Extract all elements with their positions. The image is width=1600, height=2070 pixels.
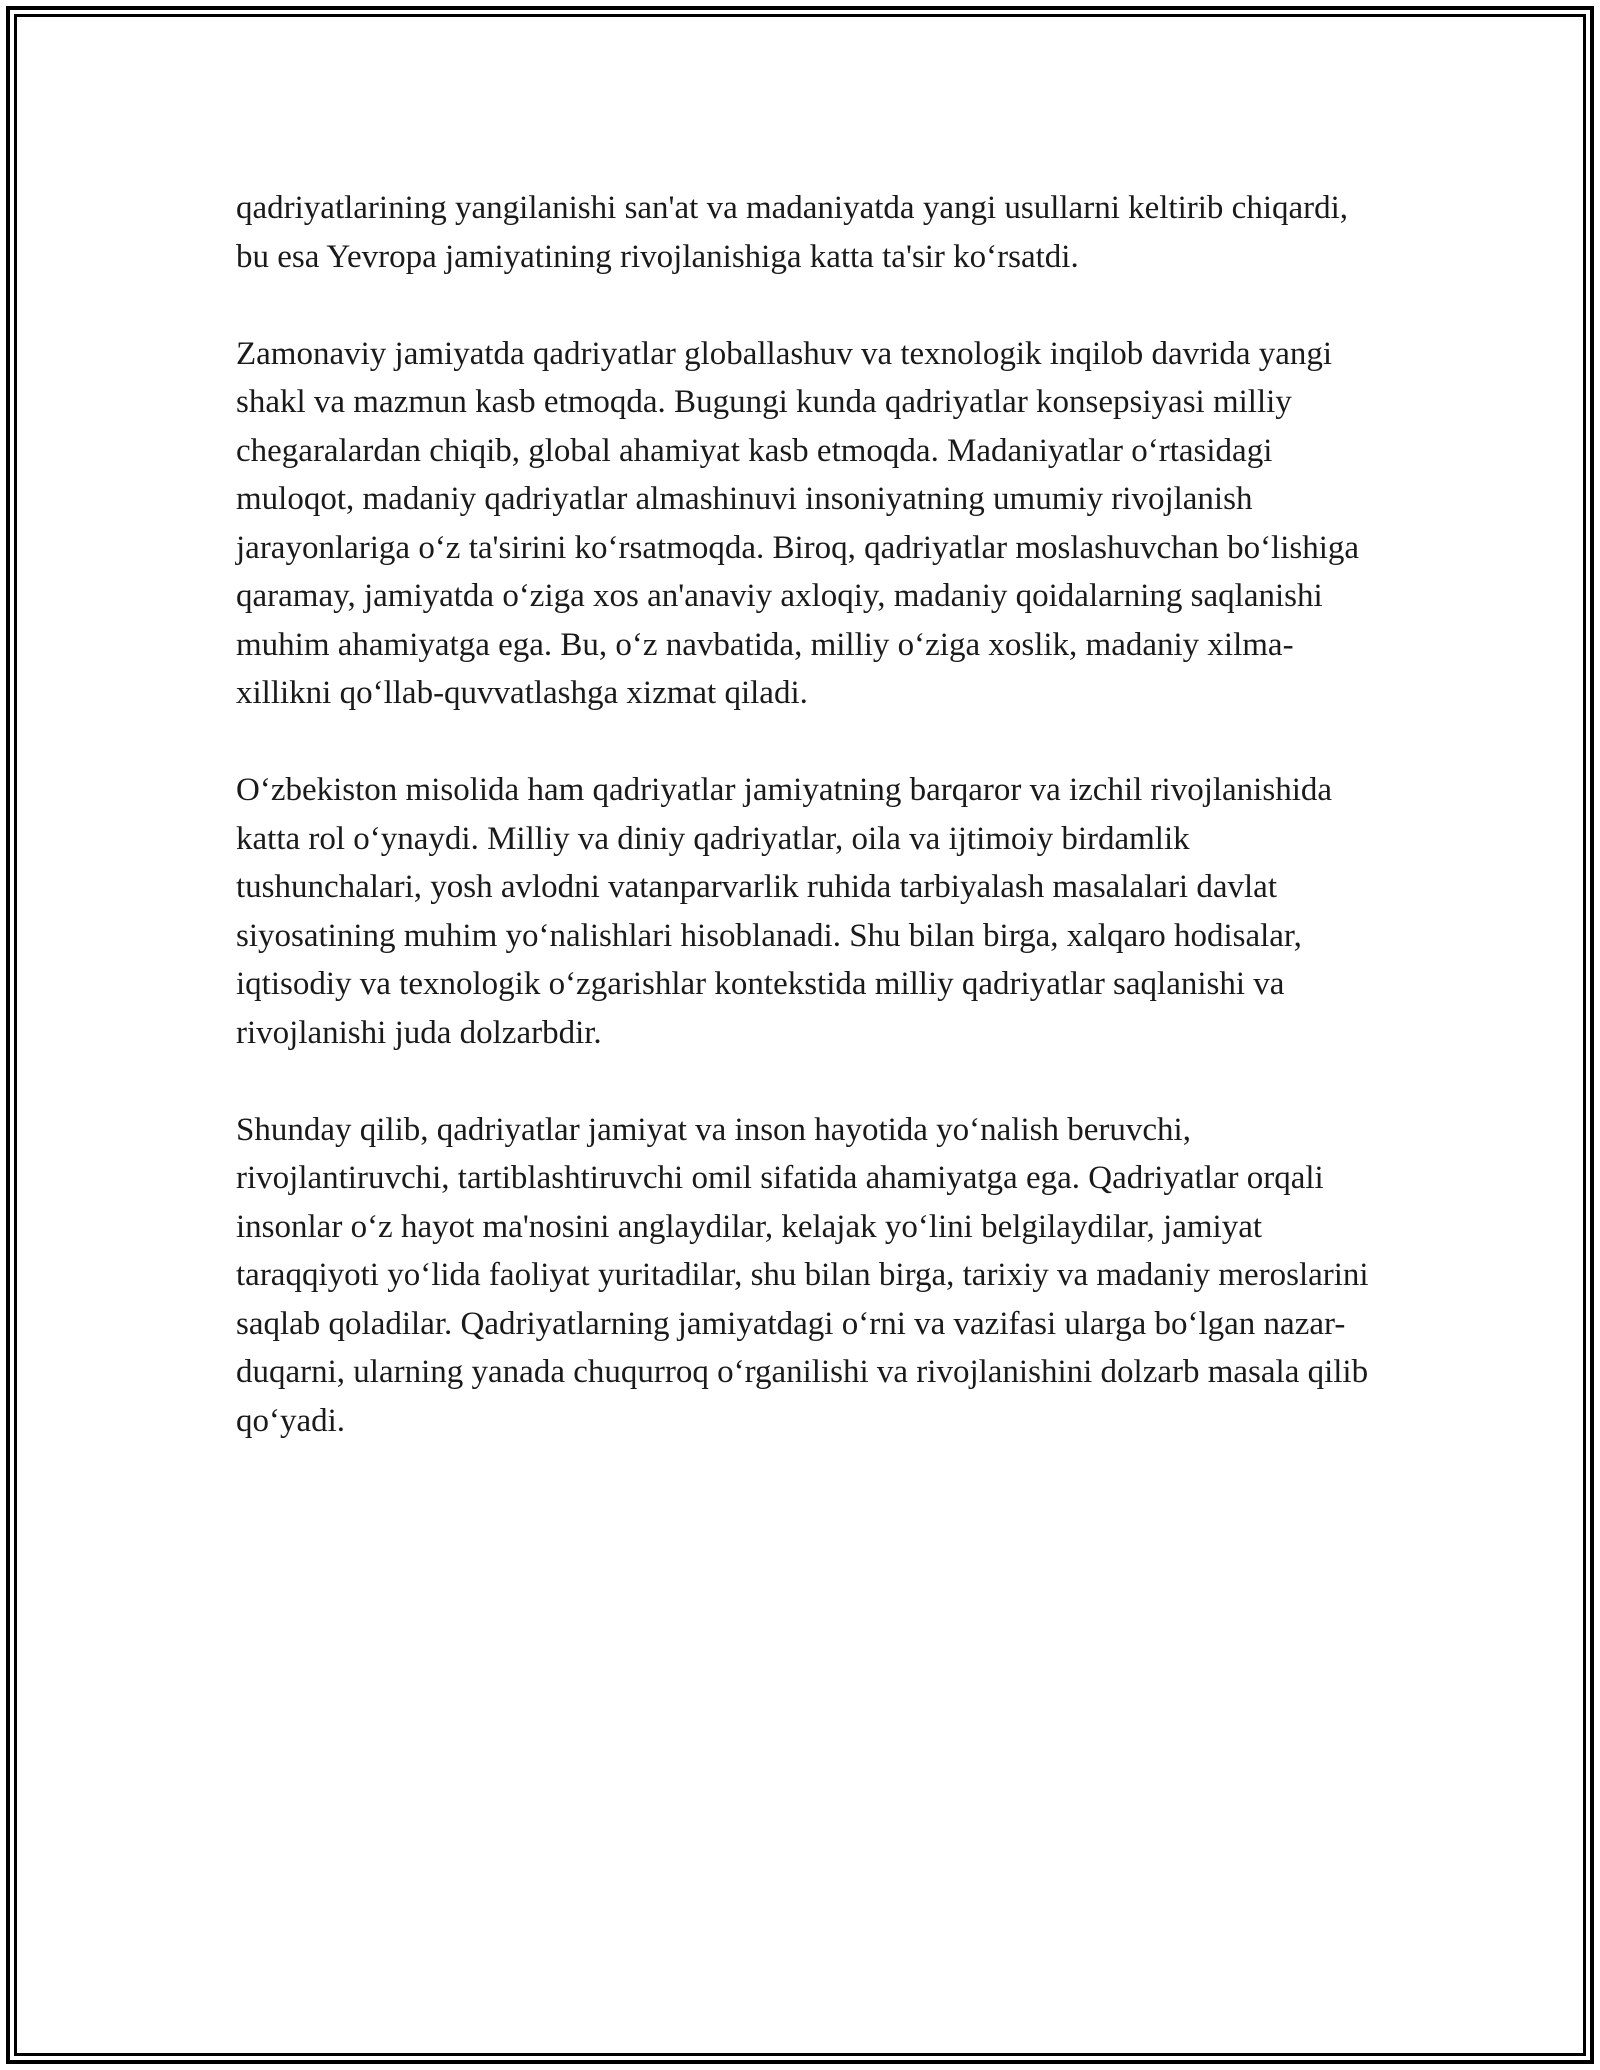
document-body <box>236 184 1376 1494</box>
paragraph-3: O‘zbekiston misolida ham qadriyatlar jamiyatning barqaror va izchil rivojlanishida katta rol o‘ynaydi. Milliy va diniy qadriyatlar, oila va ijtimoiy birdamlik tushunchalari, yosh avlodni vatanparvarlik ruhida tarbiyalash masalalari davlat siyosatining muhim yo‘nalishlari hisoblanadi. Shu bilan birga, xalqaro hodisalar, iqtisodiy va texnologik o‘zgarishlar kontekstida milliy qadriyatlar saqlanishi va rivojlanishi juda dolzarbdir. <box>236 772 1333 1051</box>
paragraph-1: qadriyatlarining yangilanishi san'at va madaniyatda yangi usullarni keltirib chiqardi, bu esa Yevropa jamiyatining rivojlanishiga katta ta'sir ko‘rsatdi. <box>236 190 1349 275</box>
paragraph-4: Shunday qilib, qadriyatlar jamiyat va inson hayotida yo‘nalish beruvchi, rivojlantiruvchi, tartiblashtiruvchi omil sifatida ahamiyatga ega. Qadriyatlar orqali insonlar o‘z hayot ma'nosini anglaydilar, kelajak yo‘lini belgilaydilar, jamiyat taraqqiyoti yo‘lida faoliyat yuritadilar, shu bilan birga, tarixiy va madaniy meroslarini saqlab qoladilar. Qadriyatlarning jamiyatdagi o‘rni va vazifasi ularga bo‘lgan nazar-duqarni, ularning yanada chuqurroq o‘rganilishi va rivojlanishini dolzarb masala qilib qo‘yadi. <box>236 1111 1369 1439</box>
paragraph-2: Zamonaviy jamiyatda qadriyatlar globallashuv va texnologik inqilob davrida yangi shakl va mazmun kasb etmoqda. Bugungi kunda qadriyatlar konsepsiyasi milliy chegaralardan chiqib, global ahamiyat kasb etmoqda. Madaniyatlar o‘rtasidagi muloqot, madaniy qadriyatlar almashinuvi insoniyatning umumiy rivojlanish jarayonlariga o‘z ta'sirini ko‘rsatmoqda. Biroq, qadriyatlar moslashuvchan bo‘lishiga qaramay, jamiyatda o‘ziga xos an'anaviy axloqiy, madaniy qoidalarning saqlanishi muhim ahamiyatga ega. Bu, o‘z navbatida, milliy o‘ziga xoslik, madaniy xilma-xillikni qo‘llab-quvvatlashga xizmat qiladi. <box>236 335 1360 711</box>
